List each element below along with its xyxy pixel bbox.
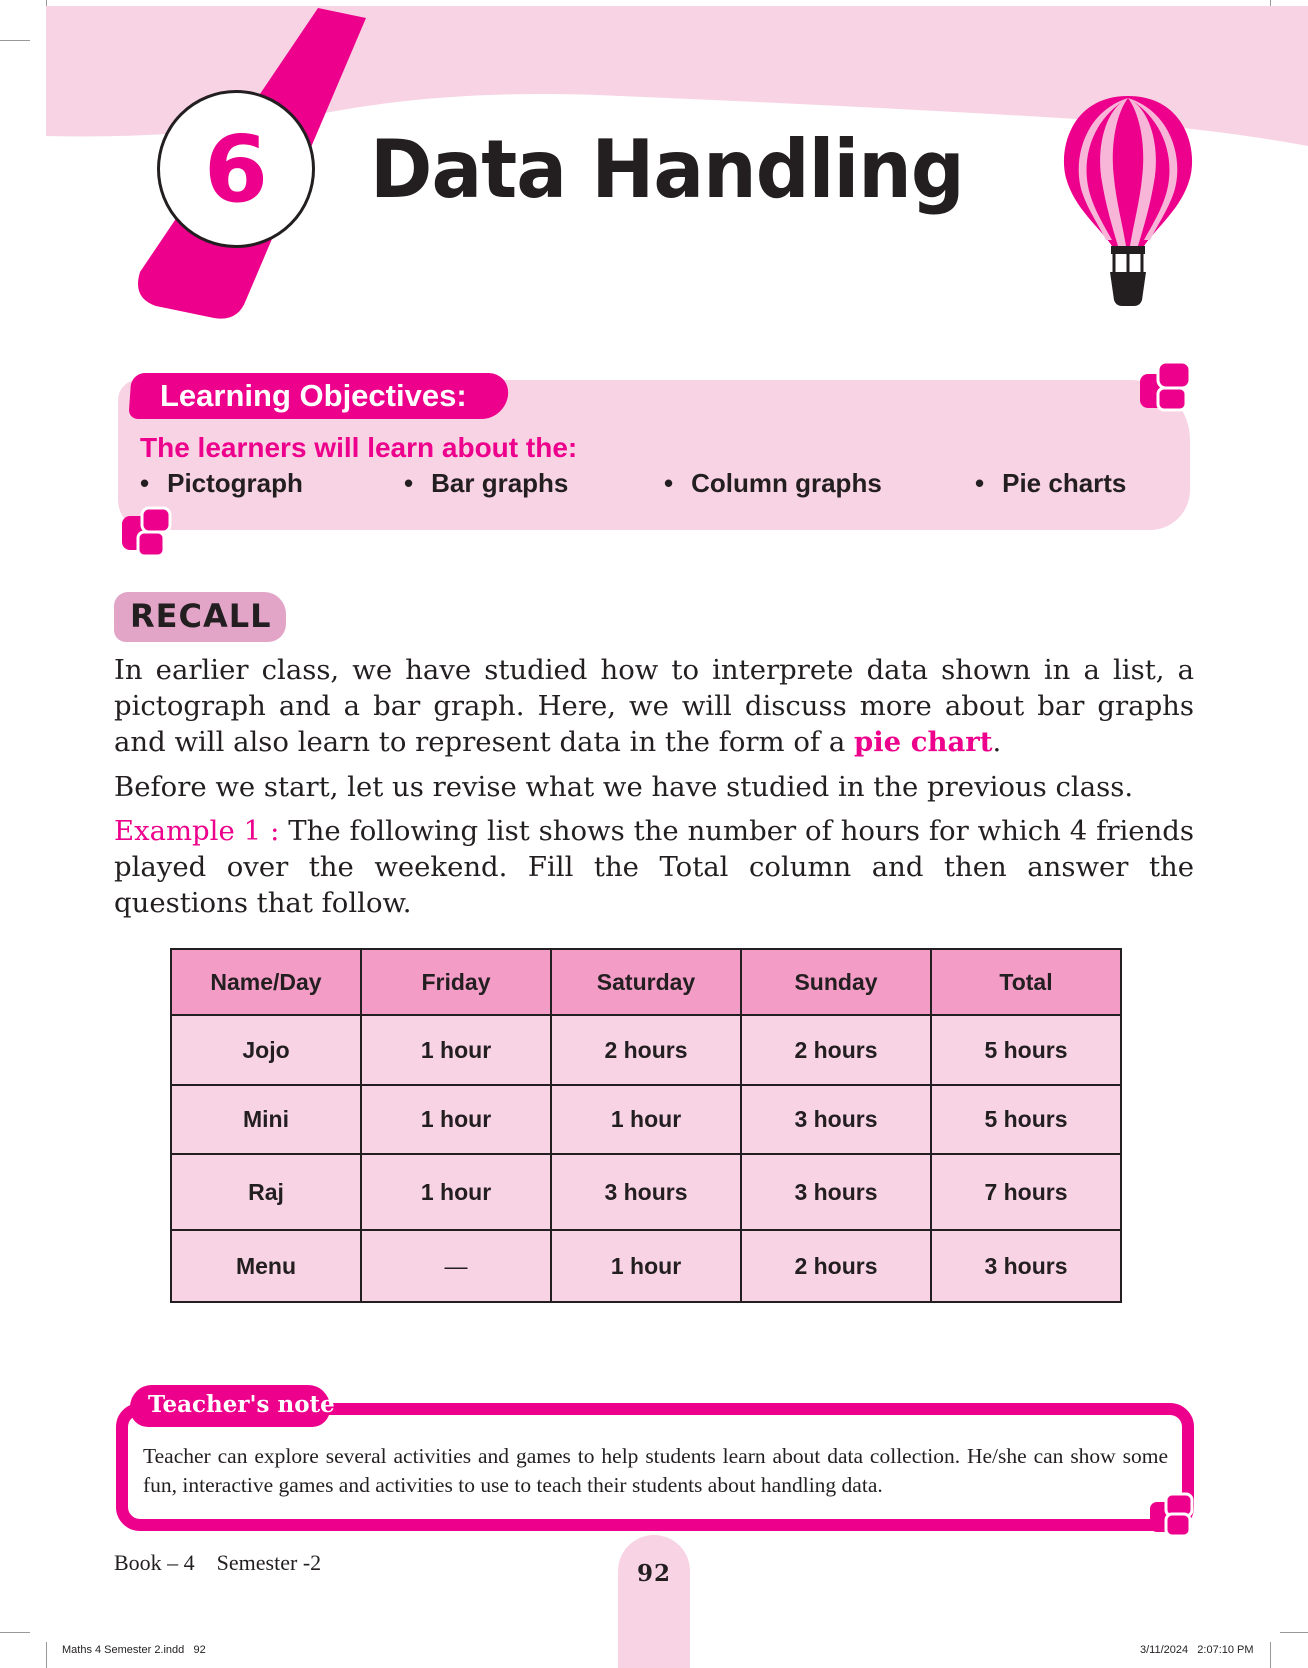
teachers-note-label: Teacher's note xyxy=(148,1391,335,1418)
table-cell: 1 hour xyxy=(361,1154,551,1230)
slug-file: Maths 4 Semester 2.indd 92 xyxy=(62,1644,206,1656)
objective-item: • Column graphs xyxy=(664,468,882,498)
recall-paragraph xyxy=(114,652,1194,760)
learning-objectives-heading: Learning Objectives: xyxy=(160,378,467,413)
column-header: Name/Day xyxy=(171,949,361,1015)
table-cell: 1 hour xyxy=(551,1230,741,1302)
table-cell: Mini xyxy=(171,1085,361,1154)
chapter-title: Data Handling xyxy=(370,123,964,216)
example-paragraph xyxy=(114,813,1194,921)
table-cell: 3 hours xyxy=(741,1154,931,1230)
recall-text-end: . xyxy=(992,726,1002,758)
table-row xyxy=(171,1230,1121,1302)
recall-text: In earlier class, we have studied how to interprete data shown in a list, a pictograph and a bar graph. Here, we will discuss more about bar graphs and will also learn to represent data in the form of a xyxy=(114,654,1194,758)
corner-ornament-icon xyxy=(120,506,176,562)
example-text: The following list shows the number of hours for which 4 friends played over the weekend. Fill the Total column and then answer the questions that follow. xyxy=(114,815,1194,919)
crop-mark xyxy=(0,1632,30,1633)
table-cell: 7 hours xyxy=(931,1154,1121,1230)
crop-mark xyxy=(46,1642,47,1668)
table-cell: Menu xyxy=(171,1230,361,1302)
crop-mark xyxy=(1270,1642,1271,1668)
corner-ornament-icon xyxy=(1138,360,1194,416)
table-row xyxy=(171,1085,1121,1154)
column-header: Sunday xyxy=(741,949,931,1015)
table-row xyxy=(171,1154,1121,1230)
slug-date: 3/11/2024 2:07:10 PM xyxy=(1140,1644,1254,1656)
hours-table xyxy=(170,948,1122,1303)
revise-paragraph: Before we start, let us revise what we have studied in the previous class. xyxy=(114,771,1134,803)
objective-label: Pictograph xyxy=(167,468,303,498)
objective-label: Pie charts xyxy=(1002,468,1127,498)
table-cell: 5 hours xyxy=(931,1085,1121,1154)
table-cell: 3 hours xyxy=(551,1154,741,1230)
footer-book-info: Book – 4 Semester -2 xyxy=(114,1550,322,1575)
objective-label: Bar graphs xyxy=(431,468,569,498)
objective-item: • Pictograph xyxy=(140,468,303,498)
table-cell: 2 hours xyxy=(741,1230,931,1302)
objective-item: • Bar graphs xyxy=(404,468,569,498)
table-cell: 1 hour xyxy=(551,1085,741,1154)
page-number: 92 xyxy=(636,1560,671,1587)
teachers-note-text: Teacher can explore several activities and games to help students learn about data collection. He/she can show some fun, interactive games and activities to use to teach their students about handling data. xyxy=(143,1444,1168,1497)
objective-item: • Pie charts xyxy=(975,468,1127,498)
table-cell: 3 hours xyxy=(741,1085,931,1154)
learning-objectives-intro: The learners will learn about the: xyxy=(140,432,578,463)
table-cell: 5 hours xyxy=(931,1015,1121,1085)
chapter-number-circle xyxy=(157,90,315,248)
pie-chart-term: pie chart xyxy=(854,726,993,758)
column-header: Friday xyxy=(361,949,551,1015)
table-cell: Raj xyxy=(171,1154,361,1230)
column-header: Total xyxy=(931,949,1121,1015)
table-row xyxy=(171,1015,1121,1085)
table-cell: 1 hour xyxy=(361,1015,551,1085)
column-header: Saturday xyxy=(551,949,741,1015)
table-cell: 2 hours xyxy=(551,1015,741,1085)
table-cell: 3 hours xyxy=(931,1230,1121,1302)
table-header-row xyxy=(171,949,1121,1015)
balloon-icon xyxy=(1064,96,1192,306)
table-cell: — xyxy=(361,1230,551,1302)
table-cell: Jojo xyxy=(171,1015,361,1085)
objective-label: Column graphs xyxy=(691,468,882,498)
page-number-tab xyxy=(618,1535,690,1668)
table-cell: 2 hours xyxy=(741,1015,931,1085)
table-cell: 1 hour xyxy=(361,1085,551,1154)
corner-ornament-icon xyxy=(1148,1490,1198,1540)
crop-mark xyxy=(1280,1632,1308,1633)
chapter-number: 6 xyxy=(203,116,268,223)
recall-label: RECALL xyxy=(130,597,272,635)
example-label: Example 1 : xyxy=(114,815,280,847)
